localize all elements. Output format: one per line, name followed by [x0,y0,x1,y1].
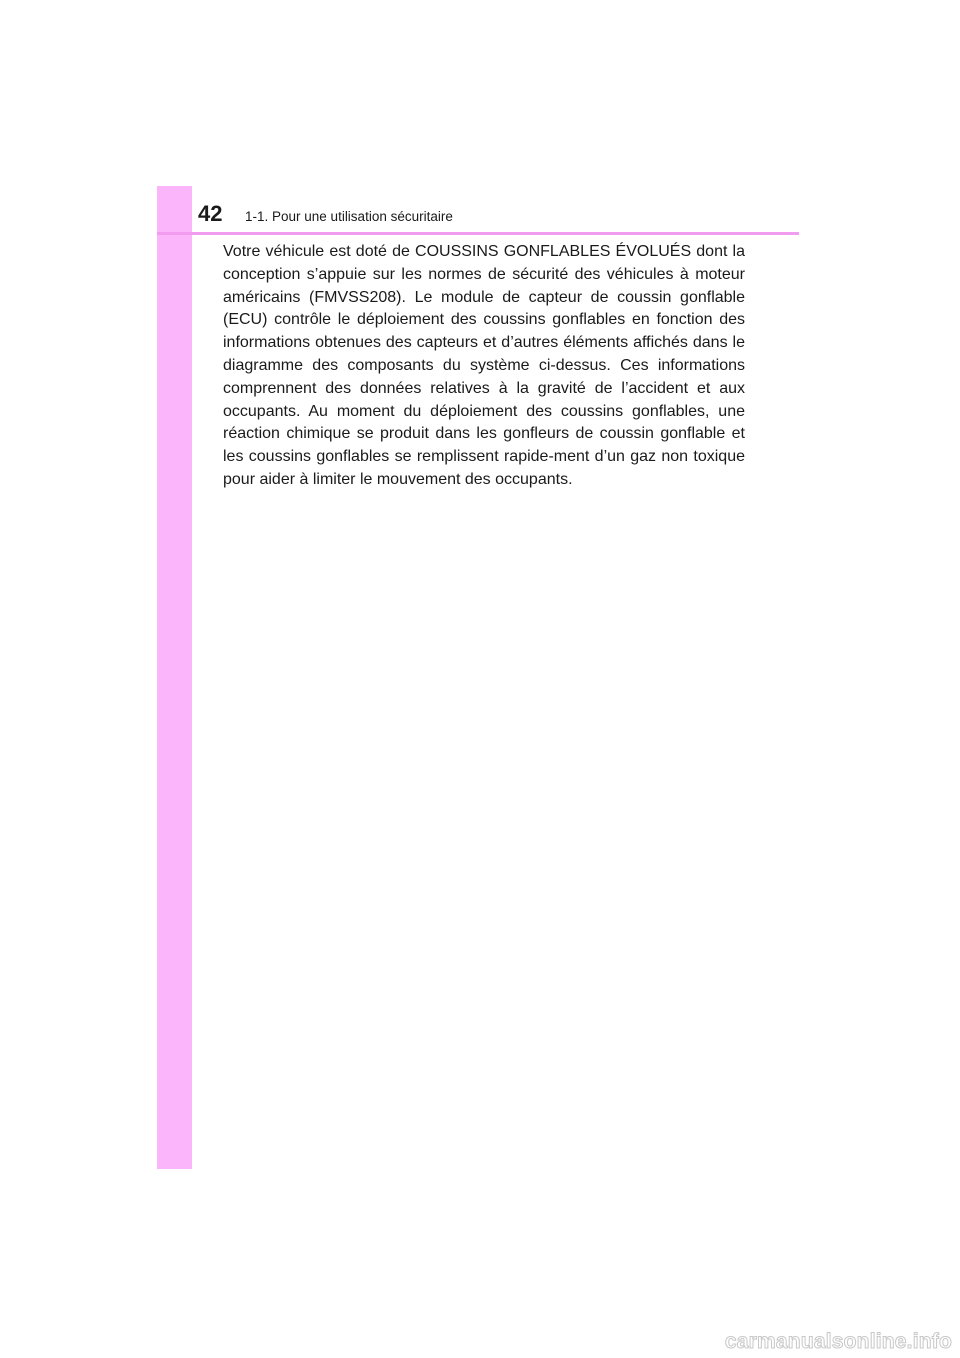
header-rule [157,232,799,235]
chapter-side-tab [157,186,192,1169]
section-title: 1-1. Pour une utilisation sécuritaire [245,209,453,224]
body-paragraph: Votre véhicule est doté de COUSSINS GONFLABLES ÉVOLUÉS dont la conception s’appuie sur les normes de sécurité des véhicules à moteur américains (FMVSS208). Le module de capteur de coussin gonflable (ECU) contrôle le déploiement des coussins gonflables en fonction des informations obtenues des capteurs et d’autres éléments affichés dans le diagramme des composants du système ci-dessus. Ces informations comprennent des données relatives à la gravité de l’accident et aux occupants. Au moment du déploiement des coussins gonflables, une réaction chimique se produit dans les gonfleurs de coussin gonflable et les coussins gonflables se remplissent rapide-ment d’un gaz non toxique pour aider à limiter le mouvement des occupants. [223,243,745,488]
page-number: 42 [198,201,223,226]
watermark-text: carmanualsonline.info [724,1330,952,1353]
footer-watermark [0,1326,960,1358]
